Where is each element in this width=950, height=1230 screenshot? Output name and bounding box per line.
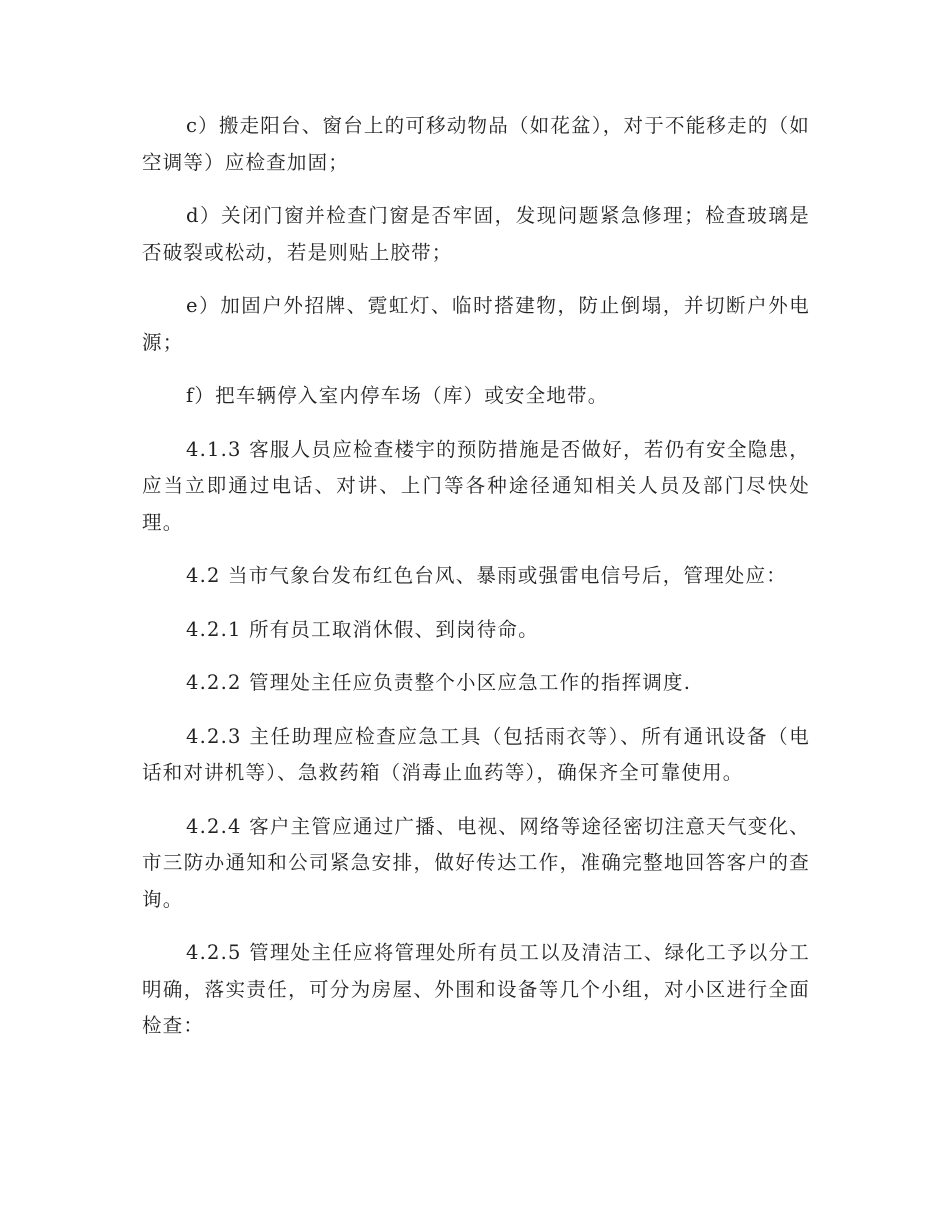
paragraph-e: e）加固户外招牌、霓虹灯、临时搭建物，防止倒塌，并切断户外电源； — [142, 294, 810, 354]
paragraph-4-2-2: 4.2.2 管理处主任应负责整个小区应急工作的指挥调度. — [186, 671, 692, 694]
paragraph-c: c）搬走阳台、窗台上的可移动物品（如花盆），对于不能移走的（如空调等）应检查加固； — [142, 114, 810, 174]
paragraph-4-2-4: 4.2.4 客户主管应通过广播、电视、网络等途径密切注意天气变化、市三防办通知和公司紧急安排，做好传达工作，准确完整地回答客户的查询。 — [142, 814, 810, 911]
paragraph-4-2-5: 4.2.5 管理处主任应将管理处所有员工以及清洁工、绿化工予以分工明确，落实责任，可分为房屋、外围和设备等几个小组，对小区进行全面检查： — [142, 941, 810, 1037]
paragraph-4-2: 4.2 当市气象台发布红色台风、暴雨或强雷电信号后，管理处应： — [186, 564, 787, 587]
paragraph-f: f）把车辆停入室内停车场（库）或安全地带。 — [186, 384, 609, 407]
paragraph-4-2-1: 4.2.1 所有员工取消休假、到岗待命。 — [186, 617, 539, 641]
paragraph-4-1-3: 4.1.3 客服人员应检查楼宇的预防措施是否做好，若仍有安全隐患，应当立即通过电话、对讲、上门等各种途径通知相关人员及部门尽快处理。 — [142, 437, 810, 534]
paragraph-d: d）关闭门窗并检查门窗是否牢固，发现问题紧急修理；检查玻璃是否破裂或松动，若是则贴上胶带； — [142, 204, 810, 264]
paragraph-4-2-3: 4.2.3 主任助理应检查应急工具（包括雨衣等）、所有通讯设备（电话和对讲机等）、急救药箱（消毒止血药等），确保齐全可靠使用。 — [142, 724, 810, 784]
document-body — [142, 108, 810, 1062]
